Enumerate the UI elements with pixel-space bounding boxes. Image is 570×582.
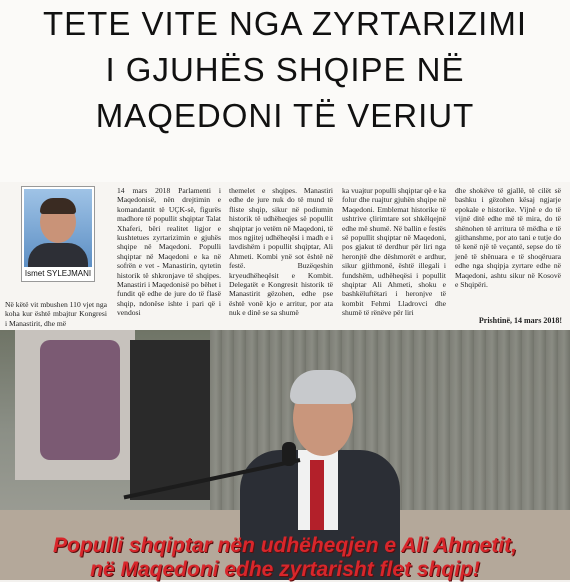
article-body <box>0 182 570 330</box>
article-column-4: dhe shokëve të gjallë, të cilët së bashku i gëzohen kësaj ngjarje epokale e historike. Vijnë e do të vijnë ditë edhe më të mira, do të shënohen të arritura të mëdha e të gjithanshme, por ato tani e tutje do të kenë një të veçantë, sepse do të jenë të shënuara e të shoqëruara edhe nga shqipja zyrtare edhe në Maqedoni, ashtu sikur në Kosovë e Shqipëri. <box>455 186 561 290</box>
article-column-2: themelet e shqipes. Manastiri edhe de jure nuk do të mund të fliste shqip, sikur në podiumin historik të udhëheqjes së popullit shqiptar jo vetëm në Maqedoni, të mos ngjitej udhëheqësi i madh e i lavdishëm i popullit shqiptar, Ali Ahmeti. Kombi ynë sot është në festë. Buzëqeshin kryeudhëheqësit e Kombit. Delegatët e Kongresit historik të Manastirit gëzohen, edhe pse është vonë kjo e arritur, por ata nuk e dinë se sa shumë <box>229 186 333 318</box>
author-photo <box>24 189 92 267</box>
author-box <box>21 186 95 282</box>
headline-block <box>0 0 570 182</box>
article-column-0: Në këtë vit mbushen 110 vjet nga koha kur është mbajtur Kongresi i Manastirit, dhe më <box>5 300 107 328</box>
article-column-3: ka vuajtur populli shqiptar që e ka folur dhe ruajtur gjuhën shqipe në Maqedoni. Emblemat historike të ushtrive çlirimtare sot shkëlqejnë edhe më shumë. Në ballin e festës së popullit shqiptar në Maqedoni, pos gjakut të derdhur për liri nga heronjtë dhe dëshmorët e ardhur, sikur gjithmonë, është illegali i fundshëm, udhëheqësi i popullit shqiptar Ali Ahmeti, shoku e bashkëluftëtari i heronjve të kombit Fehmi Lladrovci dhe shumë të rënëve për liri <box>342 186 446 318</box>
microphone-icon <box>282 442 296 466</box>
article-dateline: Prishtinë, 14 mars 2018! <box>478 316 562 325</box>
headline-line-2: I GJUHËS SHQIPE NË <box>105 51 465 88</box>
article-column-1: 14 mars 2018 Parlamenti i Maqedonisë, nën drejtimin e komandantit të UÇK-së, figurës madhore të popullit shqiptar Talat Xhaferi, bëri realitet ligjor e kushtetues zyrtarizimin e gjuhës shqipe në Maqedoni. Populli shqiptar në Maqedoni e ka në sofrën e vet - Manastirin, qytetin historik të shkronjave të shqipes. Manastiri i Maqedonisë po bëhet i fundit që edhe de jure do të flasë shqip, ndonëse ishte i pari që i vendosi <box>117 186 221 318</box>
author-name: Ismet SYLEJMANI <box>24 269 92 278</box>
headline-line-1: TETE VITE NGA ZYRTARIZIMI <box>43 5 527 42</box>
photo-caption-line-2: në Maqedoni edhe zyrtarisht flet shqip! <box>90 558 480 581</box>
headline-line-3: MAQEDONI TË VERIUT <box>95 97 475 134</box>
photo-caption-line-1: Populli shqiptar nën udhëheqjen e Ali Ahmetit, <box>53 534 517 557</box>
